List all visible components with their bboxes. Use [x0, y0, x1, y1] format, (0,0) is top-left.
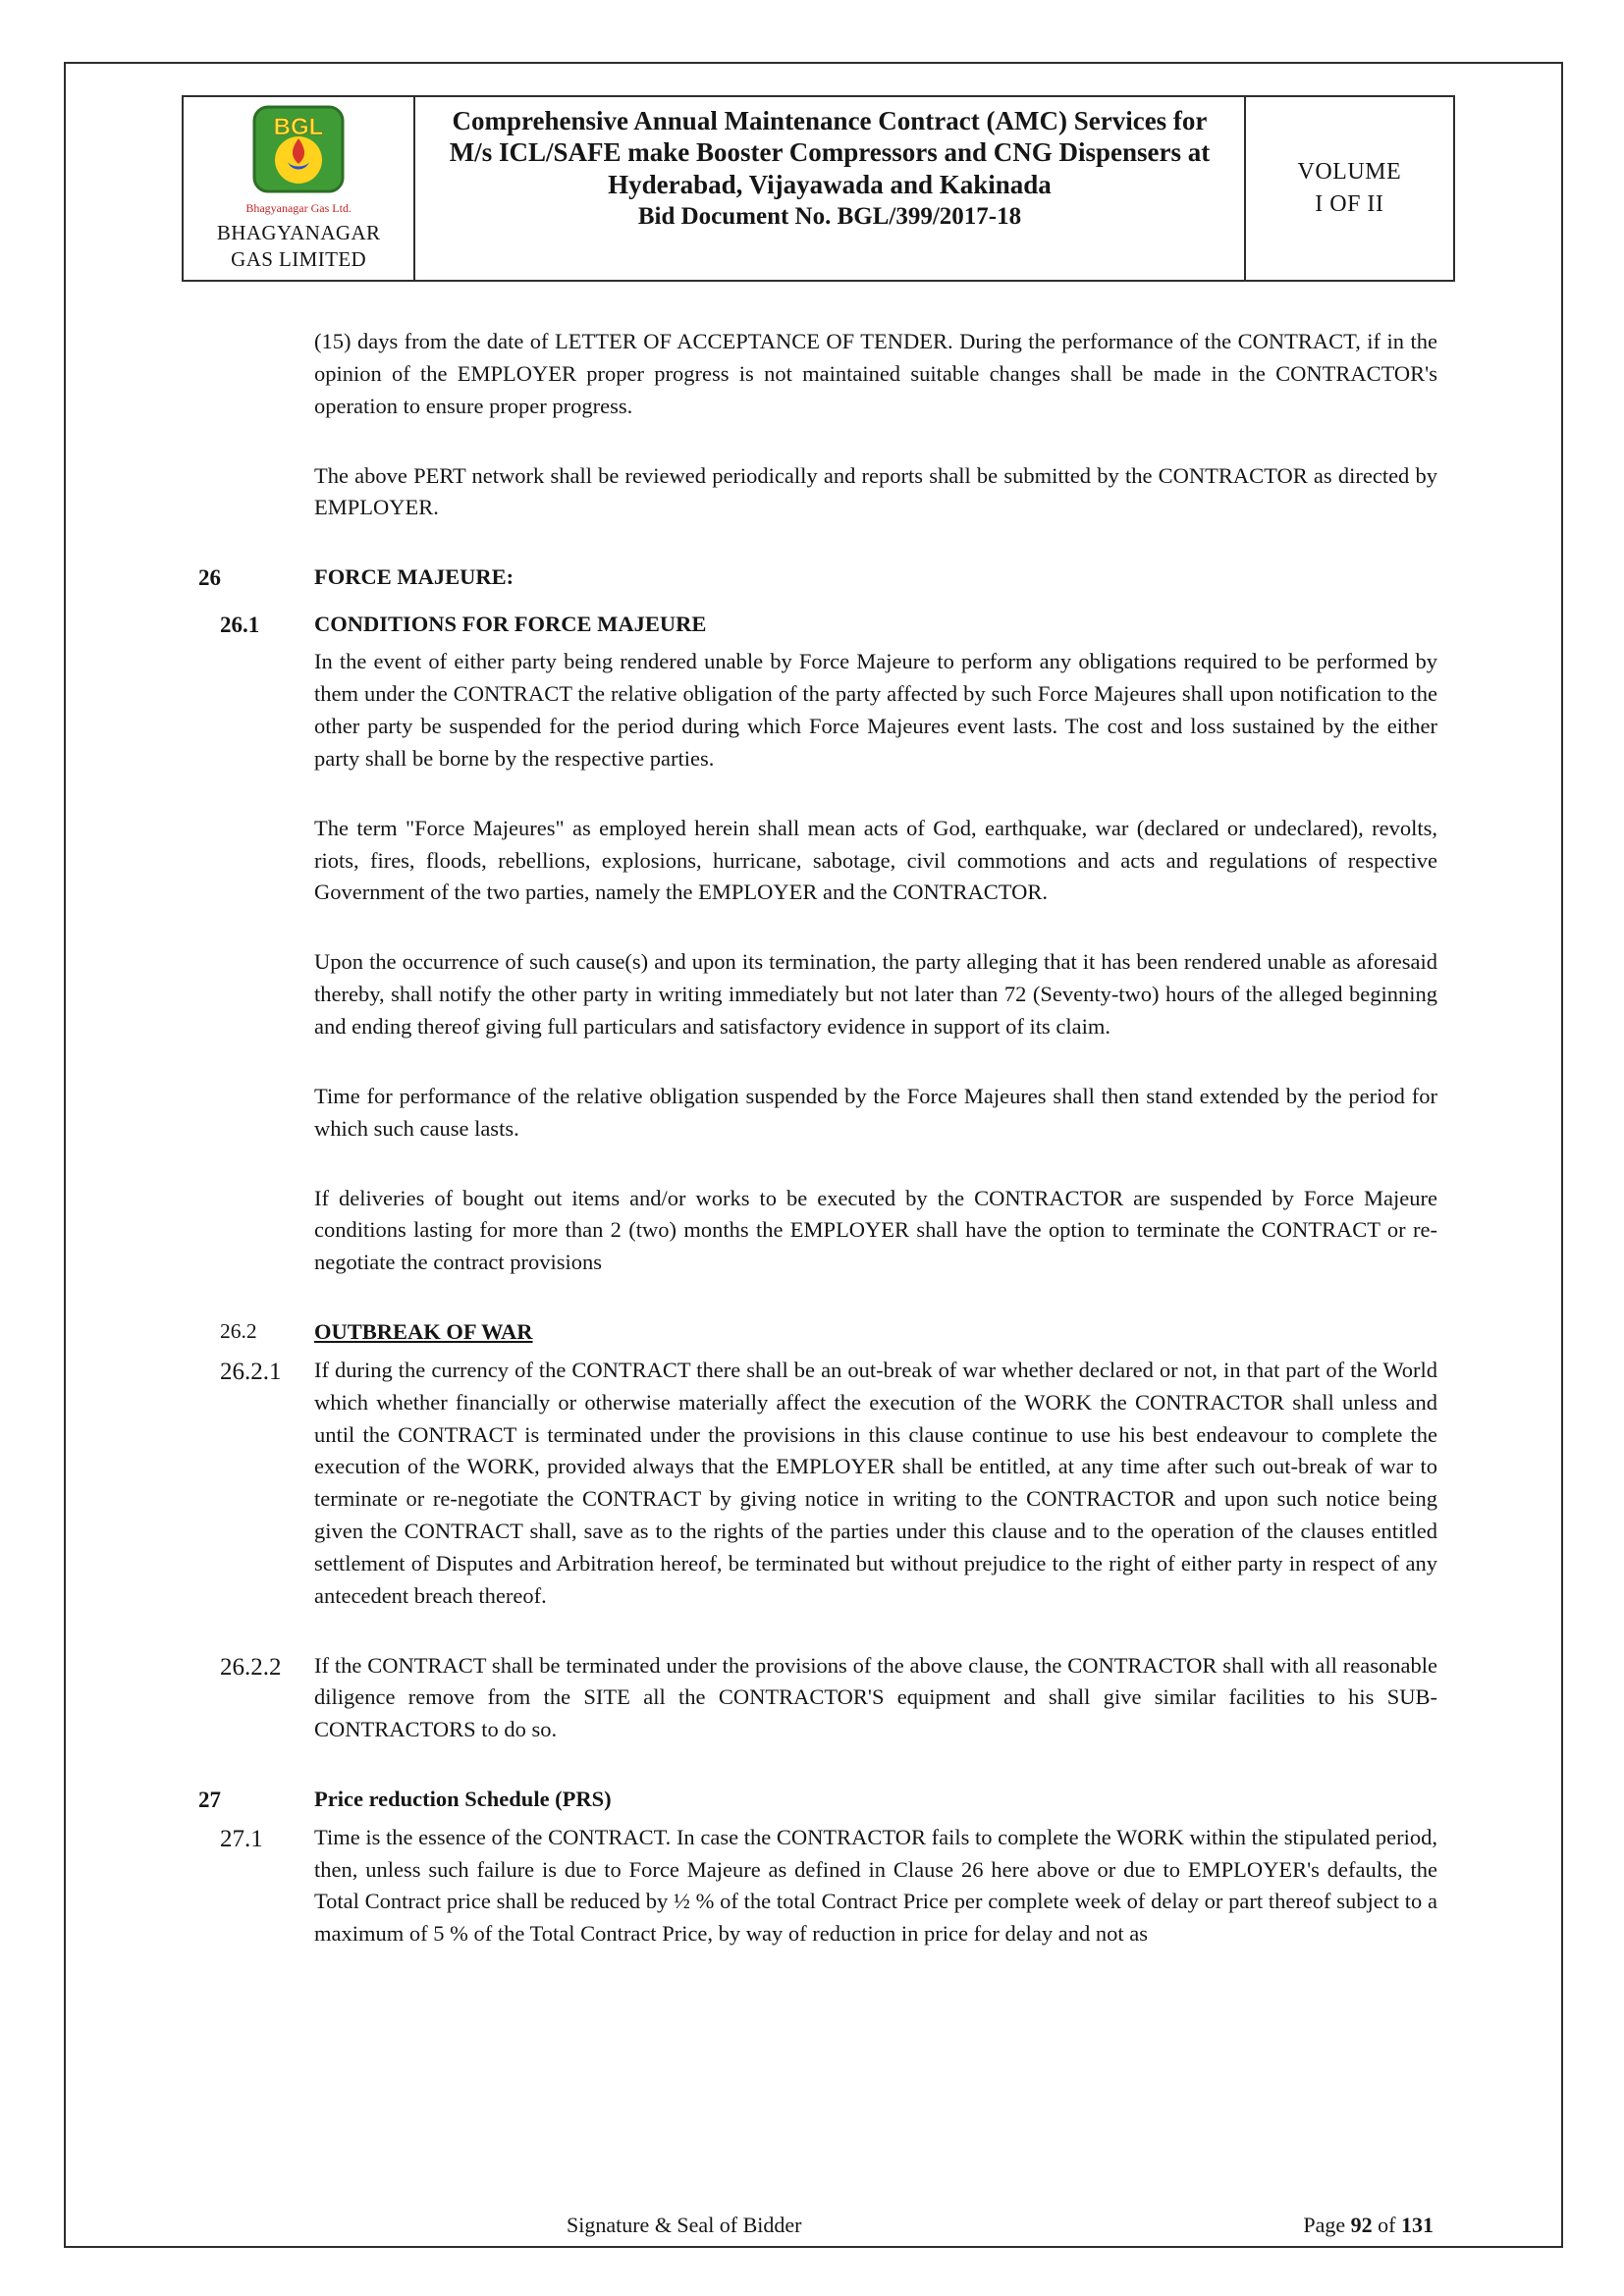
- section-title: Price reduction Schedule (PRS): [314, 1787, 612, 1812]
- document-body: [198, 326, 1437, 1988]
- clause-number: 26.2.1: [220, 1358, 282, 1385]
- paragraph-row: [198, 326, 1437, 423]
- paragraph-text: Time for performance of the relative obligation suspended by the Force Majeures shall then stand extended by the period for which such cause lasts.: [314, 1083, 1437, 1141]
- page-current: 92: [1350, 2213, 1373, 2237]
- org-name-line2: GAS LIMITED: [231, 247, 367, 272]
- paragraph-row: [198, 813, 1437, 910]
- gutter-spacer: [198, 460, 314, 525]
- logo-caption: Bhagyanagar Gas Ltd.: [245, 201, 352, 215]
- clause-row: [198, 1650, 1437, 1747]
- org-name: [189, 220, 407, 274]
- paragraph-row: [198, 1183, 1437, 1280]
- clause-number: 26.2.2: [220, 1653, 282, 1681]
- gutter-spacer: [198, 1081, 314, 1146]
- paragraph-row: [198, 946, 1437, 1043]
- page-total: 131: [1401, 2213, 1434, 2237]
- section-title: FORCE MAJEURE:: [314, 564, 514, 590]
- signature-label: Signature & Seal of Bidder: [567, 2213, 802, 2237]
- gutter-spacer: [198, 813, 314, 910]
- bid-document-number: Bid Document No. BGL/399/2017-18: [637, 203, 1022, 231]
- clause-row: [198, 1822, 1437, 1950]
- gutter-spacer: [198, 946, 314, 1043]
- paragraph-text: The above PERT network shall be reviewed periodically and reports shall be submitted by the CONTRACTOR as directed by EMPLOYER.: [314, 462, 1437, 520]
- paragraph-text: Upon the occurrence of such cause(s) and upon its termination, the party alleging that it has been rendered unable as aforesaid thereby, shall notify the other party in writing immediately but not later than 72 (Seventy-two) hours of the alleged beginning and ending thereof giving full particulars and satisfactory evidence in support of its claim.: [314, 949, 1437, 1039]
- page-frame: [64, 62, 1563, 2248]
- gutter-spacer: [198, 646, 314, 774]
- page-label: Page: [1303, 2213, 1351, 2237]
- section-heading-row: [198, 1784, 1437, 1817]
- page-number: [1303, 2213, 1434, 2238]
- paragraph-text: Time is the essence of the CONTRACT. In case the CONTRACTOR fails to complete the WORK within the stipulated period, then, unless such failure is due to Force Majeure as defined in Clause 26 here above or due to EMPLOYER's defaults, the Total Contract price shall be reduced by ½ % of the total Contract Price per complete week of delay or part thereof subject to a maximum of 5 % of the Total Contract Price, by way of reduction in price for delay and not as: [314, 1824, 1437, 1947]
- svg-text:BGL: BGL: [273, 114, 324, 140]
- clause-number: 26.1: [220, 612, 260, 637]
- section-heading-row: [198, 561, 1437, 595]
- paragraph-text: If the CONTRACT shall be terminated under the provisions of the above clause, the CONTRACTOR shall with all reasonable diligence remove from the SITE all the CONTRACTOR'S equipment and shall give similar facilities to his SUB-CONTRACTORS to do so.: [314, 1652, 1437, 1742]
- document-title: Comprehensive Annual Maintenance Contract (AMC) Services for M/s ICL/SAFE make Booster Compressors and CNG Dispensers at Hyderabad, Vijayawada and Kakinada: [449, 106, 1211, 199]
- clause-number: 26.2: [220, 1319, 257, 1344]
- paragraph-text: If deliveries of bought out items and/or works to be executed by the CONTRACTOR are suspended by Force Majeure conditions lasting for more than 2 (two) months the EMPLOYER shall have the option to terminate the CONTRACT or re-negotiate the contract provisions: [314, 1185, 1437, 1275]
- volume-line1: VOLUME: [1297, 159, 1402, 186]
- section-heading-row: [198, 1316, 1437, 1349]
- gutter-spacer: [198, 326, 314, 423]
- clause-row: [198, 1355, 1437, 1613]
- paragraph-row: [198, 1081, 1437, 1146]
- document-header: [182, 95, 1455, 282]
- page-footer: [66, 2213, 1561, 2238]
- paragraph-row: [198, 460, 1437, 525]
- clause-number: 27: [198, 1788, 221, 1813]
- paragraph-row: [198, 646, 1437, 774]
- section-title: OUTBREAK OF WAR: [314, 1319, 533, 1345]
- paragraph-text: In the event of either party being rendered unable by Force Majeure to perform any obligations required to be performed by them under the CONTRACT the relative obligation of the party affected by such Force Majeures shall upon notification to the other party be suspended for the period during which Force Majeures event lasts. The cost and loss sustained by the either party shall be borne by the respective parties.: [314, 649, 1437, 771]
- header-logo-cell: [184, 97, 415, 280]
- clause-number: 26: [198, 565, 221, 591]
- header-title-cell: [415, 97, 1245, 280]
- company-logo-icon: [241, 105, 356, 204]
- of-label: of: [1372, 2213, 1401, 2237]
- section-title: CONDITIONS FOR FORCE MAJEURE: [314, 611, 707, 636]
- paragraph-text: If during the currency of the CONTRACT there shall be an out-break of war whether declared or not, in that part of the World which whether financially or otherwise materially affect the execution of the WORK the CONTRACTOR shall unless and until the CONTRACT is terminated under the provisions in this clause continue to use his best endeavour to complete the execution of the WORK, provided always that the EMPLOYER shall be entitled, at any time after such out-break of war to terminate or re-negotiate the CONTRACT by giving notice in writing to the CONTRACTOR and upon such notice being given the CONTRACT shall, save as to the rights of the parties under this clause and to the operation of the clauses entitled settlement of Disputes and Arbitration hereof, be terminated but without prejudice to the right of either party in respect of any antecedent breach thereof.: [314, 1357, 1437, 1608]
- header-volume-cell: [1246, 97, 1453, 280]
- clause-number: 27.1: [220, 1825, 263, 1852]
- gutter-spacer: [198, 1183, 314, 1280]
- volume-line2: I OF II: [1315, 190, 1384, 217]
- paragraph-text: The term "Force Majeures" as employed herein shall mean acts of God, earthquake, war (declared or undeclared), revolts, riots, fires, floods, rebellions, explosions, hurricane, sabotage, civil commotions and acts and regulations of respective Government of the two parties, namely the EMPLOYER and the CONTRACTOR.: [314, 815, 1437, 905]
- section-heading-row: [198, 609, 1437, 642]
- org-name-line1: BHAGYANAGAR: [216, 221, 381, 244]
- paragraph-text: (15) days from the date of LETTER OF ACCEPTANCE OF TENDER. During the performance of the CONTRACT, if in the opinion of the EMPLOYER proper progress is not maintained suitable changes shall be made in the CONTRACTOR's operation to ensure proper progress.: [314, 329, 1437, 418]
